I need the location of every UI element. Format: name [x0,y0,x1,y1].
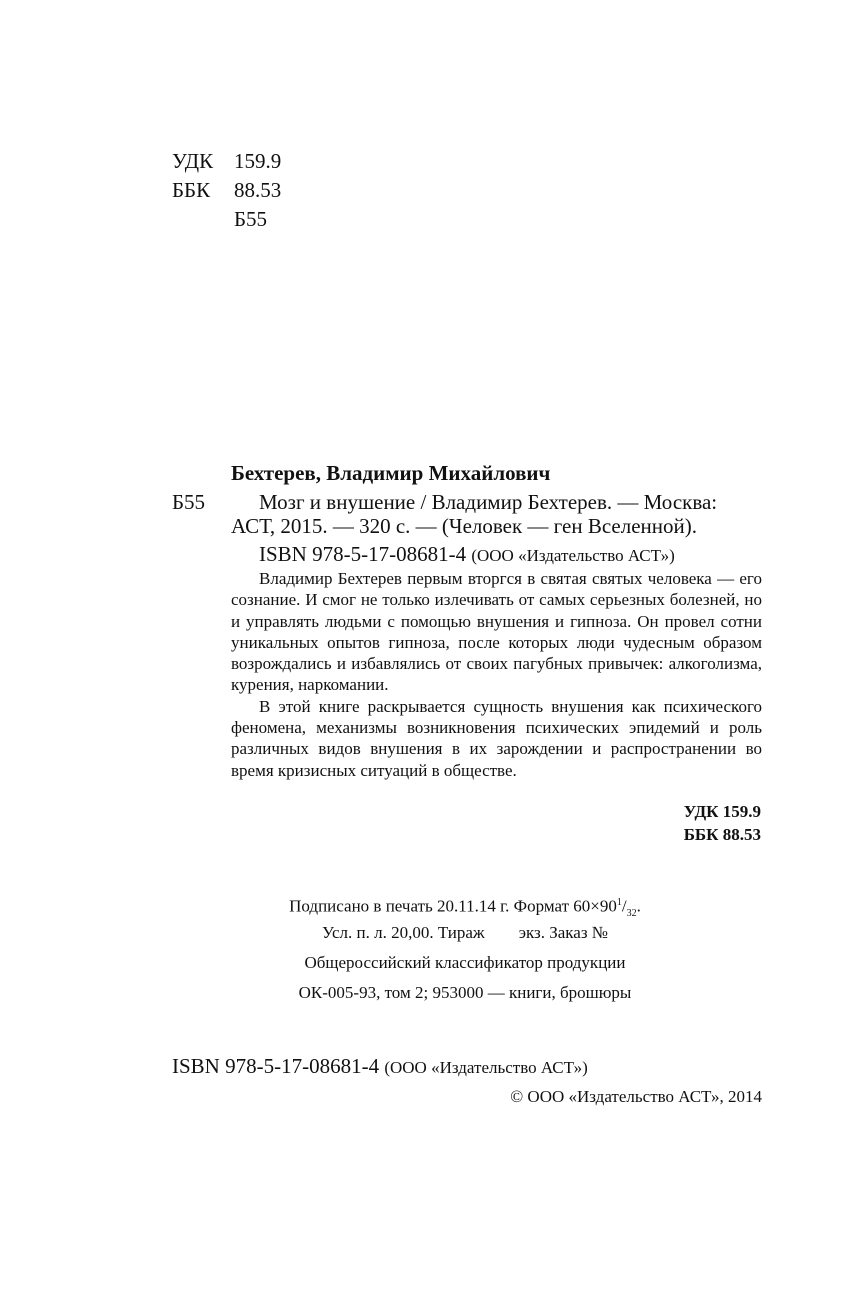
annotation [231,568,762,781]
bbk-value: 88.53 [234,178,282,202]
udk-label: УДК [172,149,214,173]
footer-isbn [172,1054,588,1079]
author-mark-row [172,206,281,235]
isbn-number: ISBN 978-5-17-08681-4 [172,1054,380,1078]
author-mark: Б55 [234,207,268,231]
classifier: Общероссийский классификатор продукции [304,953,626,972]
isbn-publisher: (ООО «Издательство АСТ») [471,546,675,565]
catalog-isbn [259,542,675,567]
copyright: © ООО «Издательство АСТ», 2014 [510,1087,762,1106]
annotation-paragraph-1: Владимир Бехтерев первым вторгся в святая святых человека — его сознание. И смог не только излечивать от самых серьезных болезней, но и управлять людьми с помощью внушения и гипноза. Он провел сотни уникальных опытов гипноза, после которых люди чудесным образом возрождались и избавлялись от своих пагубных привычек: алкоголизма, курения, наркомании. [231,569,762,695]
print-run: Усл. п. л. 20,00. Тираж экз. Заказ № [321,923,609,942]
udk-code: УДК 159.9 [683,802,761,821]
bbk-label: ББК [172,178,211,202]
udk-value: 159.9 [234,149,282,173]
print-data [230,889,700,1009]
bbk-row [172,177,281,206]
catalog-author-mark: Б55 [172,490,206,514]
classifier-code: ОК-005-93, том 2; 953000 — книги, брошюры [298,983,632,1002]
bbk-code: ББК 88.53 [683,825,761,844]
udk-row [172,148,281,177]
isbn-number: ISBN 978-5-17-08681-4 [259,542,467,566]
catalog-author: Бехтерев, Владимир Михайлович [231,461,551,485]
classification-block [172,148,281,235]
annotation-paragraph-2: В этой книге раскрывается сущность внушения как психического феномена, механизмы возникновения психических эпидемий и роль различных видов внушения в их зарождении и распространении во время кризисных ситуаций в обществе. [231,696,762,780]
classification-right [684,800,761,846]
catalog-title-line-1: Мозг и внушение / Владимир Бехтерев. — Москва: [259,490,718,514]
isbn-publisher: (ООО «Издательство АСТ») [384,1058,588,1077]
catalog-title-line-2: АСТ, 2015. — 320 с. — (Человек — ген Вселенной). [231,514,697,538]
signed-for-print: Подписано в печать 20.11.14 г. Формат $60\times 90^1/_{32}$. [289,896,641,920]
